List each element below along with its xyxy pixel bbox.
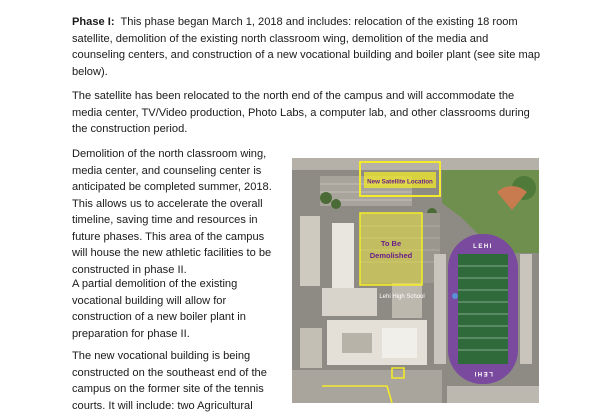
map-pin-icon [452, 293, 458, 299]
phase-intro-text: This phase began March 1, 2018 and includes: relocation of the existing 18 room satellite, demolition of the existing north classroom wing, demolition of the media and counseling centers, and construction of a new vocational building and boiler plant (see site map below). [72, 16, 540, 78]
field-top-text: LEHI [473, 244, 493, 250]
text-line: vocational building will allow for [72, 293, 286, 310]
text-line: courts. It will include: two Agricultural [72, 398, 286, 414]
phase-label: Phase I: [72, 16, 115, 28]
text-line: constructed in phase II. [72, 262, 286, 279]
text-line: will house the new athletic facilities to be [72, 245, 286, 262]
text-line: Demolition of the north classroom wing, [72, 146, 286, 163]
satellite-paragraph: The satellite has been relocated to the north end of the campus and will accommodate the media center, TV/Video production, Photo Labs, a computer lab, and other classrooms during the construction period. [72, 88, 542, 138]
new-vocational-paragraph [72, 348, 286, 414]
site-map-image [292, 158, 539, 403]
satellite-label: New Satellite Location [367, 179, 433, 186]
text-line: preparation for phase II. [72, 326, 286, 343]
demolish-label-line2: Demolished [370, 251, 413, 260]
text-line: constructed on the southeast end of the [72, 365, 286, 382]
text-line: This allows us to accelerate the overall [72, 196, 286, 213]
map-football-field [458, 254, 508, 364]
map-road-top [292, 158, 539, 170]
text-line: future phases. This area of the campus [72, 229, 286, 246]
demolish-highlight [360, 213, 422, 285]
map-building [332, 223, 354, 293]
field-bottom-text: LEHI [473, 370, 493, 376]
map-building [300, 328, 322, 368]
demolish-label-line1: To Be [381, 239, 401, 248]
text-line: A partial demolition of the existing [72, 276, 286, 293]
text-line: media center, and counseling center is [72, 163, 286, 180]
text-line: The new vocational building is being [72, 348, 286, 365]
text-line: timeline, saving time and resources in [72, 212, 286, 229]
text-line: campus on the former site of the tennis [72, 381, 286, 398]
demolition-paragraph [72, 146, 286, 278]
phase-intro-paragraph [72, 14, 542, 80]
map-bleachers [434, 254, 446, 364]
map-bleachers [520, 254, 532, 364]
map-building [322, 288, 377, 316]
text-line: anticipated be completed summer, 2018. [72, 179, 286, 196]
text-line: construction of a new boiler plant in [72, 309, 286, 326]
school-label: Lehi High School [379, 294, 424, 300]
vocational-demolition-paragraph [72, 276, 286, 342]
map-building [300, 216, 320, 286]
